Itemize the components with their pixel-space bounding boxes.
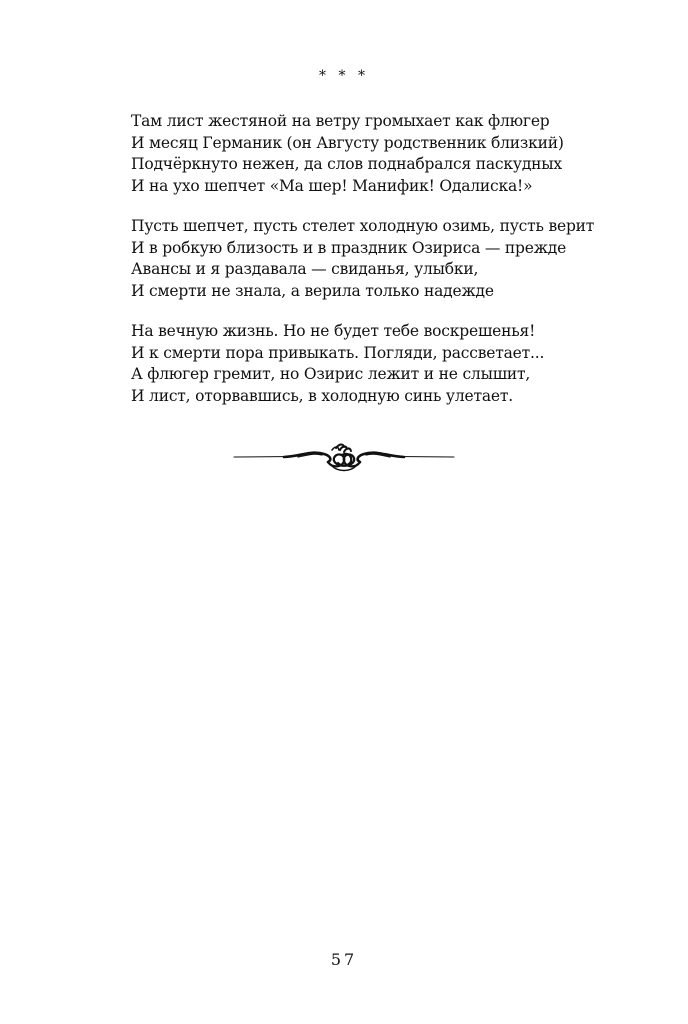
poem-line: И к смерти пора привыкать. Погляди, рассветает... (131, 343, 545, 362)
poem-line: А флюгер гремит, но Озирис лежит и не слышит, (131, 365, 531, 383)
poem (131, 111, 631, 426)
stanza-3 (131, 321, 631, 407)
poem-line: Пусть шепчет, пусть стелет холодную озимь, пусть верит (131, 217, 595, 235)
poem-line: И лист, оторвавшись, в холодную синь улетает. (131, 386, 513, 405)
poem-line: И на ухо шепчет «Ма шер! Манифик! Одалиска!» (131, 176, 533, 195)
poem-line: И месяц Германик (он Августу родственник близкий) (131, 133, 564, 152)
stanza-2 (131, 216, 631, 302)
poem-line: Там лист жестяной на ветру громыхает как флюгер (131, 112, 550, 130)
poem-line: На вечную жизнь. Но не будет тебе воскрешенья! (131, 322, 536, 340)
stanza-1 (131, 111, 631, 197)
poem-line: Подчёркнуто нежен, да слов поднабрался паскудных (131, 155, 562, 173)
flourish-divider-icon (232, 438, 456, 474)
poem-line: И в робкую близость и в праздник Озириса — прежде (131, 238, 567, 257)
poem-line: И смерти не знала, а верила только надежде (131, 281, 494, 300)
section-asterisks: * * * (319, 68, 369, 84)
poem-line: Авансы и я раздавала — свиданья, улыбки, (131, 260, 479, 278)
page-number: 57 (330, 950, 358, 969)
